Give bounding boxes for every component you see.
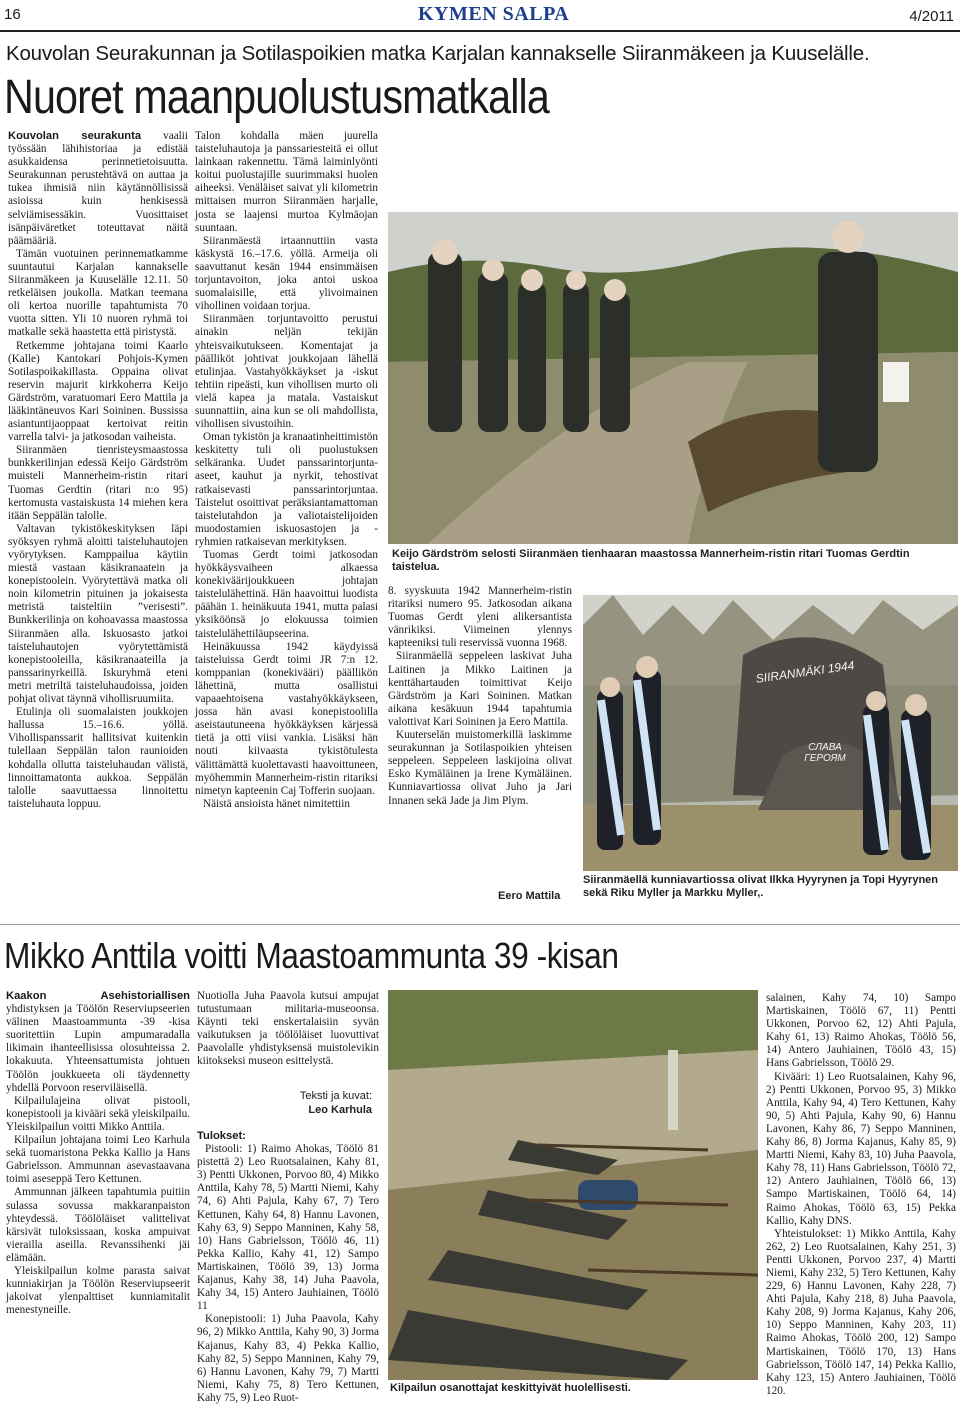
results-title: Tulokset: [197, 1130, 246, 1142]
monument-inscription-2: СЛАВА ГЕРОЯМ [804, 742, 846, 764]
paragraph: Retkemme johtajana toimi Kaarlo (Kalle) Kantokari Pohjois-Kymen Sotilaspoikakillasta. Oppaina olivat reservin majurit kirkkoherra Keijo Gärdström, varatuomari Eero Mattila ja lääkintäneuvos Kari Soininen. Bussissa asiantuntijaoppaat kertoivat reitin varrella talvi- ja jatkosodan vaiheista. [8, 339, 188, 444]
paragraph: Valtavan tykistökeskityksen läpi syöksyen ryhmä aloitti taisteluhautojen vyörytyksen. Kamppailua käytiin miestä vastaan käsikranaatein ja konepistoolein. Vyörytettävä matka oli noin kilometrin pituinen ja jokaisesta metristä taisteltiin ”verisesti”. Bunkkerilinja on kohoavassa maastossa Siiranmäen alla. Iskuosasto jatkoi taisteluhautojen vyörytettämistä konepistooleilla, käsikranaateilla ja panssarinyrkeillä. Iskuryhmä eteni metri metriltä taisteluhaudoissa, joiden pohjat olivat täynnä vihollisruumiita. [8, 522, 188, 706]
paragraph: Siiranmäellä seppeleen laskivat Juha Laitinen ja Mikko Laitinen ja kenttähartauden toimittivat Keijo Gärdström ja Kari Soininen. Matkan aikana kesäkuun 1944 tapahtumia valottivat Kari Soininen ja Eero Mattila. [388, 650, 572, 728]
paragraph: Siiranmäestä irtaannuttiin vasta käskystä 16.–17.6. yöllä. Armeija oli saavuttanut kesän 1944 ensimmäisen torjuntavoiton, joka antoi uskoa suomalaisille, että ylivoimainen vihollinen voidaan torjua. [195, 234, 378, 313]
photo-caption: Siiranmäellä kunniavartiossa olivat Ilkka Hyyrynen ja Topi Hyyrynen sekä Riku Myller ja Markku Myller,. [583, 874, 938, 899]
paragraph: Heinäkuussa 1942 käydyissä taisteluissa Gerdt toimi JR 7:n 12. komppanian (konekivääri) päällikön lähettinä, mutta osallistui vapaaehtoisena vastahyökkäykseen, jossa hän avasi konepistoolilla aseistautuneena hyökkäyksen kärjessä tietä ja otti viisi vankia. Lisäksi hän nouti kiivaasta tykistötulesta välittämättä kuolettavasti haavoittuneen, myöhemmin Mannerheim-ristin ritariksi nimetyn kapteenin Caj Tofferin suojaan. [195, 640, 378, 797]
section-divider [0, 924, 960, 925]
paragraph: Näistä ansioista hänet nimitettiin [203, 797, 350, 810]
photo-caption: Keijo Gärdström selosti Siiranmäen tienhaaran maastossa Mannerheim-ristin ritari Tuomas Gerdtin taistelua. [392, 548, 910, 573]
overall-results: Yhteistulokset: 1) Mikko Anttila, Kahy 262, 2) Leo Ruotsalainen, Kahy 251, 3) Pentti Ukkonen, Porvoo 237, 4) Martti Niemi, Kahy 232, 5) Tero Kettunen, Kahy 229, 6) Hannu Lavonen, Kahy 228, 7) Ahti Pajula, Kahy 218, 8) Juha Paavola, Kahy 208, 9) Jorma Kajanus, Kahy 206, 10) Seppo Manninen, Kahy 203, 11) Raimo Ahokas, Töölö 200, 12) Sampo Martiskainen, Töölö 170, 13) Hans Gabrielsson, Töölö 147, 14) Pekka Kallio, Kahy 123, 15) Antero Jauhiainen, Töölö 120. [766, 1227, 956, 1397]
paragraph: Talon kohdalla mäen juurella taisteluhautoja ja panssariesteitä ei ollut lainkaan rakennettu. Tämä laiminlyönti koitui puolustajille suurimmaksi huolen aiheeksi. Venäläiset saivat yli kilometrin mittaisen murron Siiranmäen harjalle, josta se laajensi murtoa Kylmäojan suuntaan. [195, 130, 378, 234]
article-headline: Nuoret maanpuolustusmatkalla [4, 71, 549, 124]
paragraph: Nuotiolla Juha Paavola kutsui ampujat tutustumaan militaria-museoonsa. Käynti teki enskertalaisiin syvän vaikutuksen ja töölöläiset luovuttivat Paavolalle yhdistyksensä muistolevikin kiitokseksi museon esittelystä. [197, 990, 379, 1068]
article-byline: Eero Mattila [498, 890, 561, 902]
paragraph: Kilpailun johtajana toimi Leo Karhula sekä tuomaristona Pekka Kallio ja Hans Gabrielsson. Ammunnan asevastaavana toimi aseseppä Tero Kettunen. [6, 1134, 190, 1186]
photo-monument [583, 595, 958, 871]
article2-column-4 [766, 992, 956, 1396]
article1-column-1 [8, 130, 188, 910]
rifle-results: Kivääri: 1) Leo Ruotsalainen, Kahy 96, 2) Pentti Ukkonen, Porvoo 95, 3) Mikko Anttila, Kahy 94, 4) Tero Kettunen, Kahy 90, 5) Ahti Pajula, Kahy 90, 6) Hannu Lavonen, Kahy 86, 7) Seppo Manninen, Kahy 86, 8) Jorma Kajanus, Kahy 85, 9) Martti Niemi, Kahy 83, 10) Juha Paavola, Kahy 78, 11) Hans Gabrielsson, Töölö 72, 12) Antero Jauhiainen, Töölö 66, 13) Sampo Martiskainen, Töölö 64, 14) Raimo Ahokas, Töölö 63, 15) Pekka Kallio, Kahy DNS. [766, 1070, 956, 1227]
page-number: 16 [4, 6, 21, 23]
article-kicker: Kouvolan Seurakunnan ja Sotilaspoikien matka Karjalan kannakselle Siiranmäkeen ja Kuuselälle. [6, 42, 870, 65]
text-credit-label: Teksti ja kuvat: [299, 1090, 372, 1102]
paragraph: Siiranmäen tienristeysmaastossa bunkkerilinjan edessä Keijo Gärdström muisteli Mannerheim-ristin ritari Tuomas Gerdtin (ritari n:o 95) kertomusta vastaiskusta 14 miehen kera itään Seppälän talolle. [8, 444, 188, 522]
issue-number: 4/2011 [909, 8, 954, 25]
paragraph: Tämän vuotuinen perinnematkamme suuntautui Karjalan kannakselle Siiranmäkeen ja Kuuselälle 12.11. 50 retkeläisen joukolla. Matkan teemana oli kertoa nuorille tapahtumista 70 vuotta sitten. Yli 10 nuoren ryhmä toi matkalle sekä haastetta että piristystä. [8, 247, 188, 339]
header-rule [0, 30, 960, 32]
monument-inscription: SIIRANMÄKI 1944 [754, 658, 856, 686]
paragraph: Oman tykistön ja kranaatinheittimistön keskitetty tuli oli puolustuksen selkäranka. Uudet panssarintorjunta-aseet, kauhut ja nyrkit, tehostivat ratkaisevasti panssarintorjuntaa. Taistelut osoittivat peräksiantamattoman taistelutahdon ja valiotaistelijoiden muodostamien iskuosastojen ja -ryhmien ratkaisevan merkityksen. [195, 431, 378, 548]
paragraph: Siiranmäen torjuntavoitto perustui ainakin neljän tekijän yhteisvaikutukseen. Komentajat ja päälliköt johtivat joukkojaan lähellä etulinjaa. Vastahyökkäykset ja -iskut tehtiin ripeästi, kun vihollisen murto oli vielä kapea ja matala. Vastaiskut suunnattiin, aina kun se oli mahdollista, vihollisen sivustoihin. [195, 313, 378, 431]
paragraph: Tuomas Gerdt toimi jatkosodan hyökkäysvaiheen alkaessa konekiväärijoukkueen johtajan taistelulähettinä. Hän haavoittui luodista päähän 1. heinäkuuta 1941, mutta palasi yksiköönsä jo elokuussa toimien taistelulähettiläupseerina. [195, 549, 378, 640]
smg-results-continued: salainen, Kahy 74, 10) Sampo Martiskainen, Töölö 67, 11) Pentti Ukkonen, Porvoo 62, 12) Ahti Pajula, Kahy 61, 13) Raimo Ahokas, Töölö 56, 14) Antero Jauhiainen, Töölö 43, 15) Hans Gabrielsson, Töölö 29. [766, 992, 956, 1070]
magazine-masthead: KYMEN SALPA [418, 3, 570, 25]
article2-column-1 [6, 990, 190, 1394]
paragraph: Kuuterselän muistomerkillä laskimme seurakunnan ja Sotilaspoikien yhteisen seppeleen. Seppeleen laskijoina olivat Esko Kymäläinen ja Irene Kymäläinen. Kunniavartiossa olivat Juho ja Jari Innanen sekä Jade ja Jim Plym. [388, 729, 572, 807]
paragraph: Yleiskilpailun kolme parasta saivat kunniakirjan ja Töölön Reserviupseerit jakoivat ylenpalttiset kunniamitalit menestyneille. [6, 1264, 190, 1317]
results-column [197, 1130, 379, 1404]
paragraph: Ammunnan jälkeen tapahtumia puitiin sulassa sovussa makkaranpaiston yhteydessä. Töölöläiset valittelivat kärsivät tuloksissaan, koska ampuivat vierailla aseilla. Revanssihenki jäi elämään. [6, 1186, 190, 1264]
paragraph: Kaakon Asehistoriallisen yhdistyksen ja Töölön Reserviupseerien välinen Maastoammunta -39 -kisa suoritettiin Lupin ampumaradalla likimain ihanteellisissa olosuhteissa 2. lokakuuta. Yhteensattumista johtuen Töölön joukkueeta oli täydennetty yhdellä Porvoon reserviläisellä. [6, 990, 190, 1094]
paragraph: Etulinja oli suomalaisten joukkojen hallussa 15.–16.6. yöllä. Vihollispanssarit hallitsivat kuitenkin tulellaan Seppälän talon raunioiden kohdalla ollutta taisteluhaudan välistä, linnoittamatonta aukkoa. Seppälän talolle saavuttaessa linnoitettu taisteluhauta loppuu. [8, 706, 188, 810]
text-credit-name: Leo Karhula [308, 1104, 372, 1116]
pistol-results: Pistooli: 1) Raimo Ahokas, Töölö 81 pistettä 2) Leo Ruotsalainen, Kahy 81, 3) Pentti Ukkonen, Porvoo 80, 4) Mikko Anttila, Kahy 78, 5) Martti Niemi, Kahy 74, 6) Ahti Pajula, Kahy 67, 7) Tero Kettunen, Kahy 64, 8) Hannu Lavonen, Kahy 63, 9) Seppo Manninen, Kahy 58, 10) Hans Gabrielsson, Töölö 46, 11) Pekka Kallio, Kahy 41, 12) Sampo Martiskainen, Töölö 39, 13) Jorma Kajanus, Kahy 38, 14) Juha Paavola, Kahy 34, 15) Antero Jauhiainen, Töölö 11 [197, 1143, 379, 1313]
article2-headline: Mikko Anttila voitti Maastoammunta 39 -kisan [4, 935, 619, 976]
smg-results: Konepistooli: 1) Juha Paavola, Kahy 96, 2) Mikko Anttila, Kahy 90, 3) Jorma Kajanus, Kahy 83, 4) Pekka Kallio, Kahy 82, 5) Seppo Manninen, Kahy 79, 6) Hannu Lavonen, Kahy 79, 7) Martti Niemi, Kahy 75, 8) Tero Kettunen, Kahy 75, 9) Leo Ruot- [197, 1313, 379, 1404]
paragraph: 8. syyskuuta 1942 Mannerheim-ristin ritariksi numero 95. Jatkosodan aikana Tuomas Gerdt yleni alikersantista vänrikiksi. Viimeinen ylennys kapteeniksi tuli reservissä vuonna 1968. [388, 585, 572, 650]
article1-column-2 [195, 130, 378, 910]
photo-shooting-range [388, 990, 758, 1380]
photo-caption: Kilpailun osanottajat keskittyivät huolellisesti. [390, 1382, 631, 1394]
photo-field-guide [388, 212, 958, 544]
article1-column-3 [388, 585, 572, 885]
paragraph: Kouvolan seurakunta vaalii työssään lähihistoriaa ja edistää asukkaidensa perinnetietoisuutta. Seurakunnan perustehtävä on auttaa ja tukea ihmisiä niin käytännöllisissä asioissa kuin henkisessä selviämisessäkin. Vuosittaiset isänpäiväretket toteuttavat näitä päämääriä. [8, 130, 188, 247]
article2-column-2-intro [197, 990, 379, 1069]
paragraph: Kilpailulajeina olivat pistooli, konepistooli ja kivääri sekä yleiskilpailu. Yleiskilpailun voitti Mikko Anttila. [6, 1094, 190, 1133]
